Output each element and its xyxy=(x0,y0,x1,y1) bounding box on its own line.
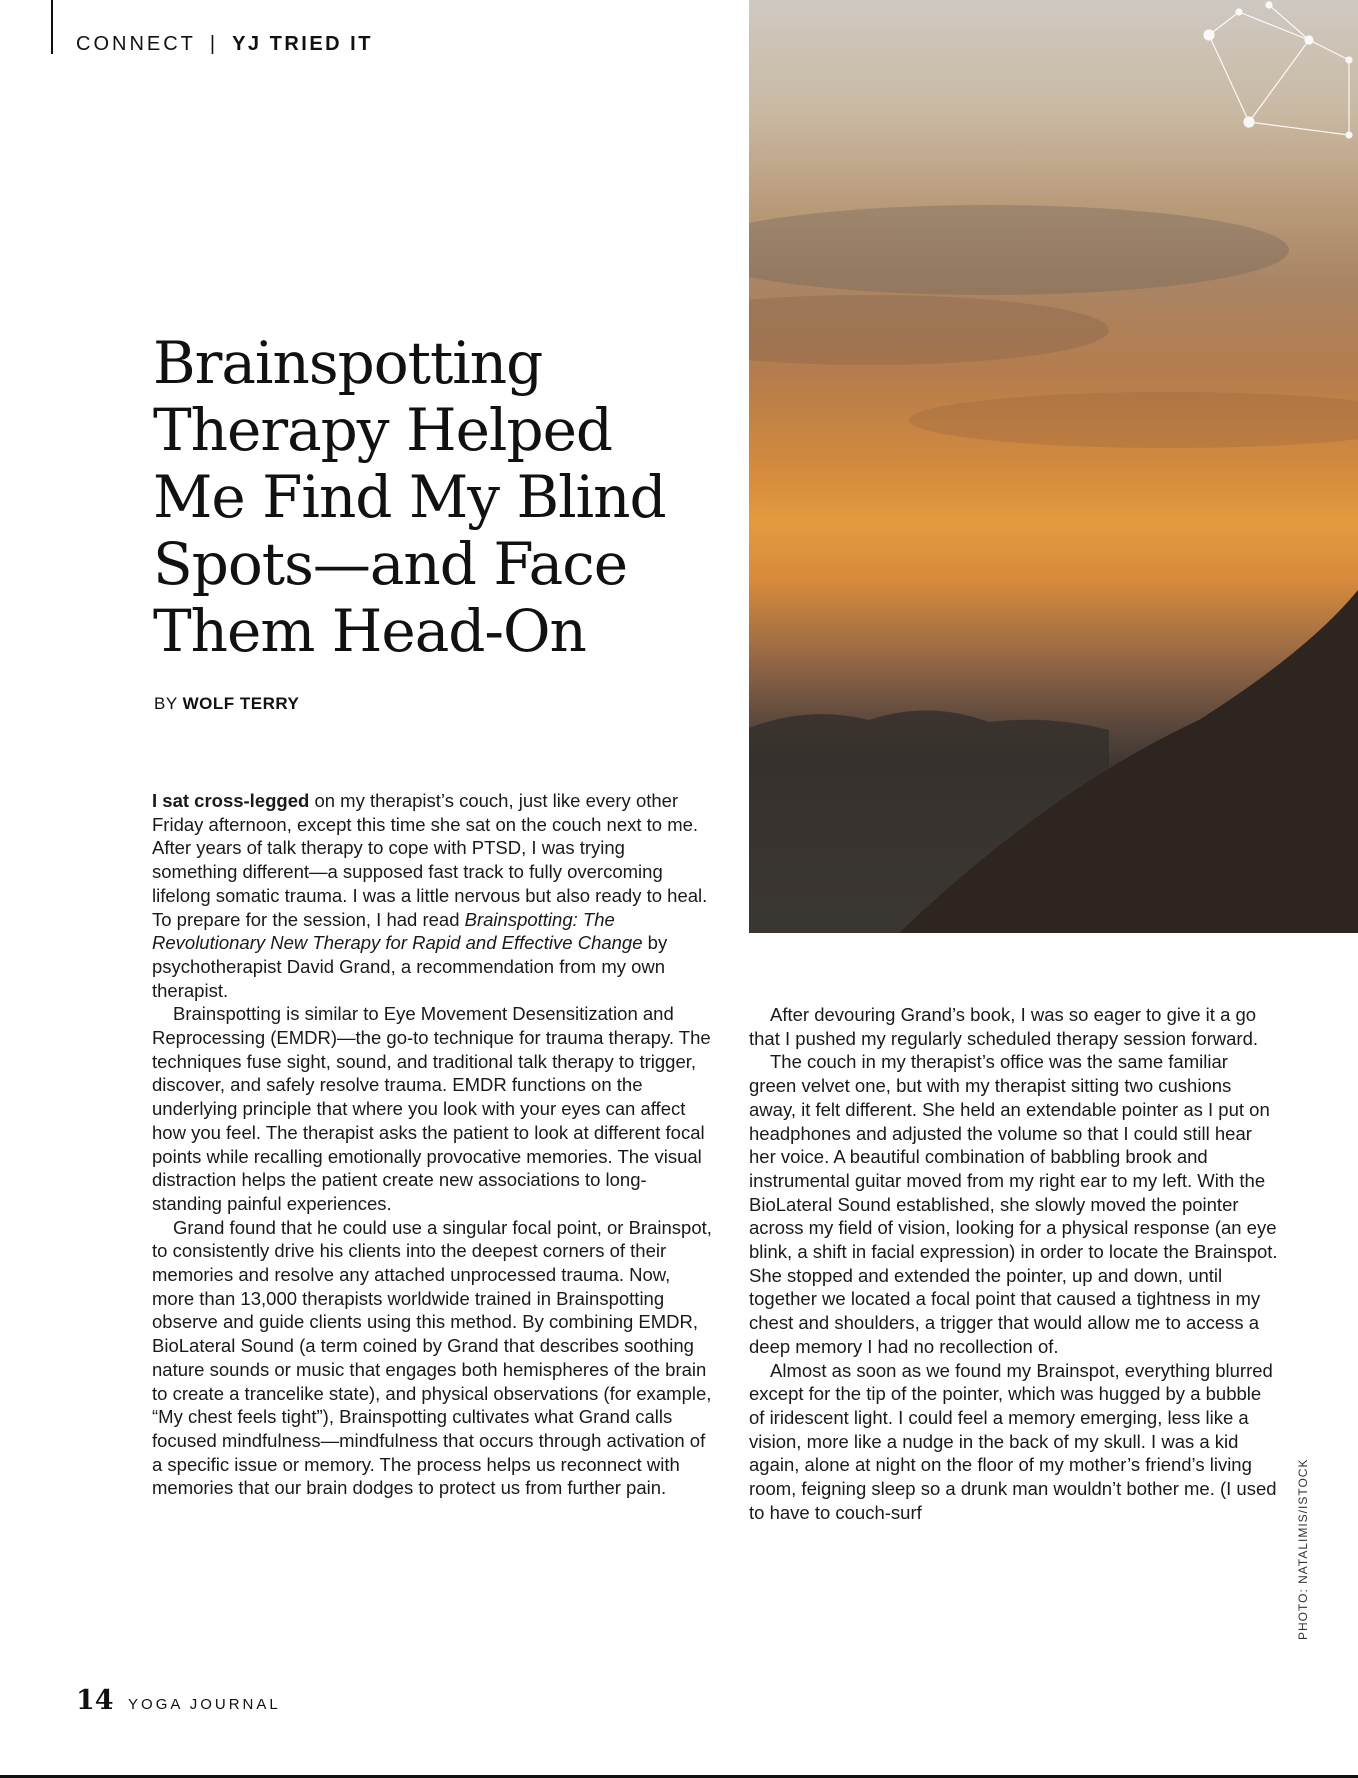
body-column-right xyxy=(749,1003,1279,1524)
author-name: WOLF TERRY xyxy=(182,694,300,713)
section-label: CONNECT xyxy=(76,33,196,55)
cloud-band xyxy=(749,295,1109,365)
constellation-graphic xyxy=(1204,2,1352,138)
photo-credit: PHOTO: NATALIMIS/ISTOCK xyxy=(1296,1458,1310,1640)
paragraph: After devouring Grand’s book, I was so eager to give it a go that I pushed my regularly scheduled therapy session forward. xyxy=(749,1004,1259,1049)
byline xyxy=(154,694,299,714)
headline-line: Therapy Helped xyxy=(153,396,613,464)
paragraph: Grand found that he could use a singular focal point, or Brainspot, to consistently drive his clients into the deepest corners of their memories and resolve any attached unprocessed trauma. Now, more than 13,000 therapists worldwide trained in Brainspotting observe and guide clients using this method. By combining EMDR, BioLateral Sound (a term coined by Grand that describes soothing nature sounds or music that engages both hemispheres of the brain to create a trancelike state), and physical observations (for example, “My chest feels tight”), Brainspotting cultivates what Grand calls focused mindfulness—mindfulness that occurs through activation of a specific issue or memory. The process helps us reconnect with memories that our brain dodges to protect us from further pain. xyxy=(152,1216,712,1499)
paragraph: The couch in my therapist’s office was the same familiar green velvet one, but with my therapist sitting two cushions away, it felt different. She held an extendable pointer as I put on headphones and adjusted the volume so that I could still hear her voice. A beautiful combination of babbling brook and instrumental guitar moved from my right ear to my left. With the BioLateral Sound established, she slowly moved the pointer across my field of vision, looking for a physical response (an eye blink, a shift in facial expression) in order to locate the Brainspot. She stopped and extended the pointer, up and down, until together we located a focal point that caused a tightness in my chest and shoulders, a trigger that would allow me to access a deep memory I had no recollection of. xyxy=(749,1051,1278,1357)
headline-line: Them Head-On xyxy=(153,597,586,665)
header-separator: | xyxy=(209,33,219,55)
section-header xyxy=(76,33,373,56)
page-number: 14 xyxy=(76,1685,114,1716)
page-footer xyxy=(76,1685,281,1716)
magazine-name: YOGA JOURNAL xyxy=(128,1696,281,1713)
headline-line: Brainspotting xyxy=(153,329,543,397)
paragraph-text: by psychotherapist David Grand, a recommendation from my own therapist. xyxy=(152,932,668,1001)
paragraph-text: on my therapist’s couch, just like every other Friday afternoon, except this time she sat on the couch next to me. After years of talk therapy to cope with PTSD, I was trying something different—a supposed fast track to fully overcoming lifelong somatic trauma. I was a little nervous but also ready to heal. To prepare for the session, I had read xyxy=(152,790,708,930)
column-label: YJ TRIED IT xyxy=(232,33,373,55)
byline-prefix: BY xyxy=(154,694,178,713)
headline-line: Me Find My Blind xyxy=(153,463,666,531)
cloud-band xyxy=(749,205,1289,295)
headline-line: Spots—and Face xyxy=(153,530,628,598)
header-rule xyxy=(51,0,53,54)
lead-in: I sat cross-legged xyxy=(152,790,310,811)
article-headline xyxy=(153,330,673,665)
hero-photo xyxy=(749,0,1358,933)
paragraph: Brainspotting is similar to Eye Movement Desensitization and Reprocessing (EMDR)—the go-to technique for trauma therapy. The techniques fuse sight, sound, and traditional talk therapy to trigger, discover, and safely resolve trauma. EMDR functions on the underlying principle that where you look with your eyes can affect how you feel. The therapist asks the patient to look at different focal points while recalling emotionally provocative memories. The visual distraction helps the patient create new associations to long-standing painful experiences. xyxy=(152,1003,711,1214)
paragraph: Almost as soon as we found my Brainspot, everything blurred except for the tip of the pointer, which was hugged by a bubble of iridescent light. I could feel a memory emerging, less like a vision, more like a nudge in the back of my skull. I was a kid again, alone at night on the floor of my mother’s friend’s living room, feigning sleep so a drunk man wouldn’t bother me. (I used to have to couch-surf xyxy=(749,1359,1277,1523)
book-title: Brainspotting: The Revolutionary New Therapy for Rapid and Effective Change xyxy=(152,908,643,954)
body-column-left xyxy=(152,789,712,1500)
sunset-arm-illustration xyxy=(749,0,1358,933)
cloud-band xyxy=(909,392,1358,448)
paragraph xyxy=(152,789,712,1002)
